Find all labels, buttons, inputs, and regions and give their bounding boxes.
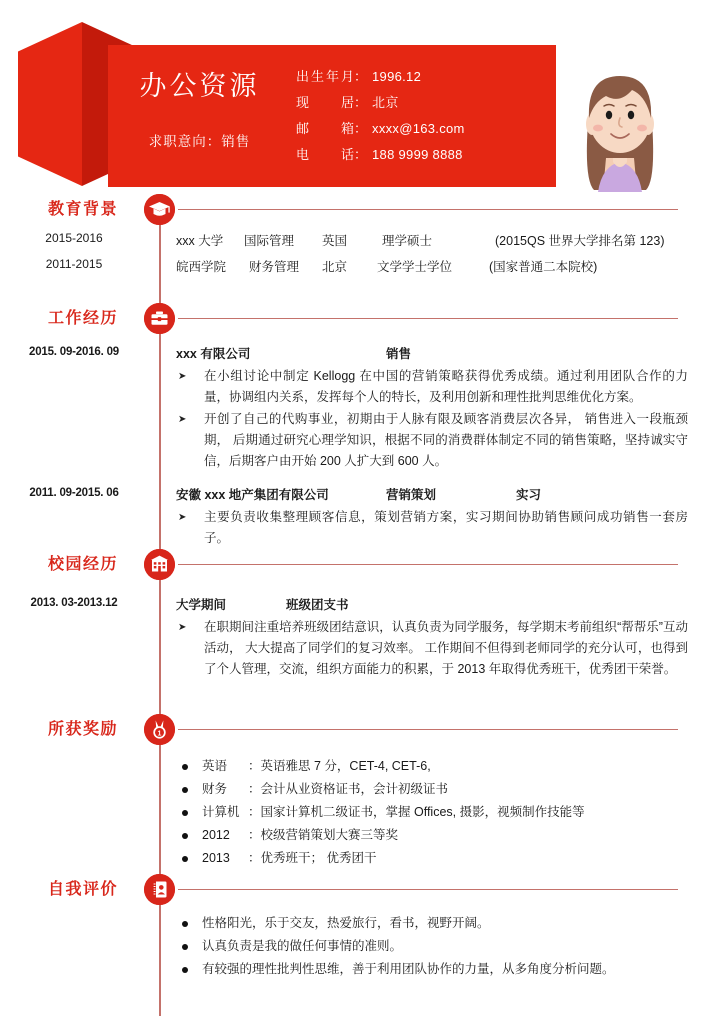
- contact-label: 出生年月: [296, 69, 354, 84]
- selfeval-item: [176, 958, 688, 981]
- work-date-1: 2011. 09-2015. 06: [29, 487, 119, 499]
- edu-place: 英国: [322, 234, 348, 248]
- contact-label: 电话: [296, 147, 354, 162]
- award-text: 国家计算机二级证书，掌握 Offices, 摄影，视频制作技能等: [260, 805, 585, 819]
- campus-period: 大学期间: [176, 598, 227, 612]
- section-header-education: [0, 194, 720, 228]
- job-role: 营销策划: [386, 488, 437, 502]
- award-text: 英语雅思 7 分，CET-4, CET-6,: [260, 759, 431, 773]
- award-sep: ：: [248, 805, 261, 819]
- briefcase-icon: [144, 303, 175, 334]
- contact-item-location: [296, 90, 465, 116]
- work-bullet: ➤ 开创了自己的代购事业，初期由于人脉有限及顾客消费层次各异， 销售进入一段瓶颈期， 后期通过研究心理学知识，根据不同的消费群体制定不同的销售策略，坚持诚实守信，后期客户由开始 200 人扩大到 600 人。: [176, 409, 688, 472]
- award-sep: ：: [248, 759, 261, 773]
- campus-entry-0: [176, 595, 688, 680]
- award-item: [176, 755, 688, 778]
- education-row-1: [176, 257, 696, 275]
- identity-block: [112, 72, 287, 150]
- award-item: [176, 778, 688, 801]
- awards-list: [176, 755, 688, 870]
- contact-item-email: [296, 116, 465, 142]
- contact-value: 188 9999 8888: [372, 147, 463, 162]
- award-text: 校级营销策划大赛三等奖: [260, 828, 399, 842]
- svg-text:1: 1: [157, 730, 162, 738]
- edu-degree: 文学学士学位: [377, 260, 453, 274]
- award-sep: ：: [248, 851, 261, 865]
- section-header-work: [0, 303, 720, 337]
- education-row-0: [176, 231, 696, 249]
- section-rule: [178, 209, 678, 210]
- company-name: xxx 有限公司: [176, 347, 251, 361]
- edu-note: (国家普通二本院校): [489, 260, 598, 274]
- section-rule: [178, 318, 678, 319]
- ribbon-left-fold: [18, 22, 82, 186]
- contact-colon: ：: [354, 121, 368, 136]
- edu-note: (2015QS 世界大学排名第 123): [495, 234, 665, 248]
- contact-list: [296, 64, 465, 168]
- job-role: 销售: [386, 347, 412, 361]
- contact-colon: ：: [354, 147, 368, 162]
- award-label: 财务: [202, 782, 228, 796]
- selfeval-item: [176, 935, 688, 958]
- award-item: [176, 801, 688, 824]
- section-rule: [178, 564, 678, 565]
- contact-value: 北京: [372, 95, 399, 110]
- avatar: [572, 62, 668, 192]
- edu-school: 皖西学院: [176, 260, 227, 274]
- section-title: 自我评价: [48, 881, 119, 898]
- contact-value: 1996.12: [372, 69, 422, 84]
- contact-label: 邮箱: [296, 121, 354, 136]
- section-title: 校园经历: [48, 556, 119, 573]
- job-objective: 求职意向：销售: [148, 133, 251, 149]
- edu-school: xxx 大学: [176, 234, 224, 248]
- award-text: 优秀班干； 优秀团干: [260, 851, 377, 865]
- selfeval-text: 认真负责是我的做任何事情的准则。: [202, 939, 403, 953]
- work-entry-heading: [176, 485, 688, 506]
- contact-label: 现居: [296, 95, 354, 110]
- award-text: 会计从业资格证书，会计初级证书: [260, 782, 449, 796]
- medal-icon: [144, 714, 175, 745]
- edu-major: 财务管理: [249, 260, 300, 274]
- edu-major: 国际管理: [244, 234, 295, 248]
- campus-role: 班级团支书: [286, 598, 349, 612]
- job-type: 实习: [516, 488, 542, 502]
- selfeval-item: [176, 912, 688, 935]
- section-header-selfeval: [0, 874, 720, 908]
- section-title: 教育背景: [48, 201, 119, 218]
- work-bullet: ➤ 在小组讨论中制定 Kellogg 在中国的营销策略获得优秀成绩。通过利用团队合作的力量，协调组内关系，发挥每个人的特长，及利用创新和理性批判思维优化方案。: [176, 366, 688, 408]
- contact-item-phone: [296, 142, 465, 168]
- work-date-0: 2015. 09-2016. 09: [29, 346, 119, 358]
- award-item: [176, 824, 688, 847]
- company-name: 安徽 xxx 地产集团有限公司: [176, 488, 329, 502]
- award-label: 计算机: [202, 805, 240, 819]
- award-sep: ：: [248, 828, 261, 842]
- selfeval-text: 有较强的理性批判性思维，善于利用团队协作的力量，从多角度分析问题。: [202, 962, 615, 976]
- selfeval-text: 性格阳光，乐于交友，热爱旅行，看书，视野开阔。: [202, 916, 490, 930]
- campus-date-0: 2013. 03-2013.12: [30, 597, 118, 609]
- section-header-campus: [0, 549, 720, 583]
- contact-colon: ：: [354, 95, 368, 110]
- education-date-0: 2015-2016: [45, 231, 103, 245]
- award-label: 2012: [202, 828, 230, 842]
- selfeval-list: [176, 912, 688, 981]
- edu-degree: 理学硕士: [382, 234, 433, 248]
- edu-place: 北京: [322, 260, 348, 274]
- contact-colon: ：: [354, 69, 368, 84]
- graduation-cap-icon: [144, 194, 175, 225]
- resume-header: [0, 0, 720, 196]
- section-title: 所获奖励: [48, 721, 119, 738]
- contact-value: xxxx@163.com: [372, 121, 465, 136]
- award-item: [176, 847, 688, 870]
- award-label: 2013: [202, 851, 230, 865]
- award-sep: ：: [248, 782, 261, 796]
- section-header-awards: [0, 714, 720, 748]
- award-label: 英语: [202, 759, 228, 773]
- section-rule: [178, 729, 678, 730]
- section-title: 工作经历: [48, 310, 119, 327]
- campus-entry-heading: [176, 595, 688, 616]
- education-date-1: 2011-2015: [45, 257, 103, 271]
- id-card-icon: [144, 874, 175, 905]
- work-bullet: ➤ 主要负责收集整理顾客信息，策划营销方案，实习期间协助销售顾问成功销售一套房子。: [176, 507, 688, 549]
- school-building-icon: [144, 549, 175, 580]
- section-rule: [178, 889, 678, 890]
- work-entry-heading: [176, 344, 688, 365]
- work-entry-0: [176, 344, 688, 472]
- campus-bullet: ➤ 在职期间注重培养班级团结意识，认真负责为同学服务，每学期末考前组织“帮帮乐”互动活动， 大大提高了同学们的复习效率。 工作期间不但得到老师同学的充分认可，也得到了个人管理，交流，组织方面能力的积累，于 2013 年取得优秀班干，优秀团干荣誉。: [176, 617, 688, 680]
- contact-item-birth: [296, 64, 465, 90]
- page-title: 办公资源: [139, 71, 260, 101]
- work-entry-1: [176, 485, 688, 549]
